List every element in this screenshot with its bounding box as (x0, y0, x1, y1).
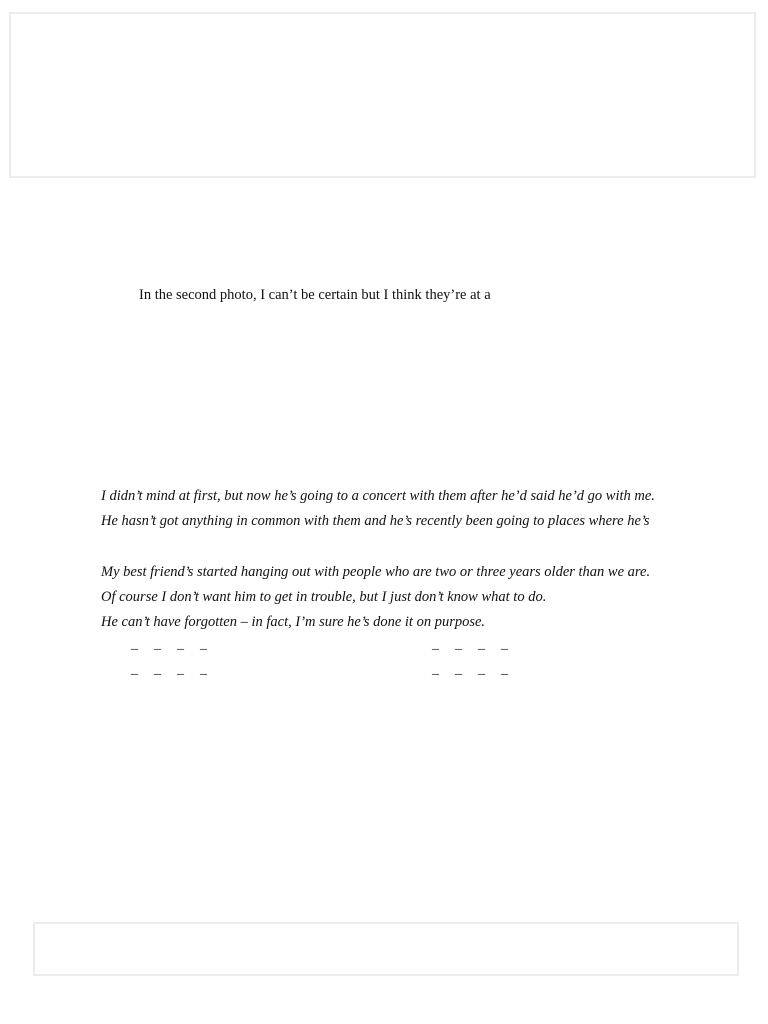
answer-blanks-left-row-2 (131, 661, 223, 679)
blank-mark: _ (478, 637, 485, 652)
letter-line-5: He can’t have forgotten – in fact, I’m sure he’s done it on purpose. (101, 614, 486, 630)
header-frame (9, 12, 756, 178)
blank-mark: _ (432, 637, 439, 652)
letter-line-1: I didn’t mind at first, but now he’s going to a concert with them after he’d said he’d go with me. (101, 488, 655, 504)
blank-mark: _ (177, 662, 184, 677)
letter-line-2: He hasn’t got anything in common with them and he’s recently been going to places where he’s (101, 513, 650, 529)
letter-line-3: My best friend’s started hanging out with people who are two or three years older than we are. (101, 564, 651, 580)
answer-blanks-right-row-2 (432, 661, 524, 679)
blank-mark: _ (455, 662, 462, 677)
blank-mark: _ (501, 637, 508, 652)
blank-mark: _ (177, 637, 184, 652)
intro-line: In the second photo, I can’t be certain but I think they’re at a (139, 287, 491, 303)
blank-mark: _ (154, 637, 161, 652)
answer-blanks-right-row-1 (432, 636, 524, 654)
blank-mark: _ (501, 662, 508, 677)
footer-frame (33, 922, 739, 976)
blank-mark: _ (154, 662, 161, 677)
blank-mark: _ (200, 637, 207, 652)
blank-mark: _ (131, 662, 138, 677)
blank-mark: _ (455, 637, 462, 652)
blank-mark: _ (131, 637, 138, 652)
blank-mark: _ (200, 662, 207, 677)
answer-blanks-left-row-1 (131, 636, 223, 654)
blank-mark: _ (478, 662, 485, 677)
letter-line-4: Of course I don’t want him to get in trouble, but I just don’t know what to do. (101, 589, 547, 605)
blank-mark: _ (432, 662, 439, 677)
